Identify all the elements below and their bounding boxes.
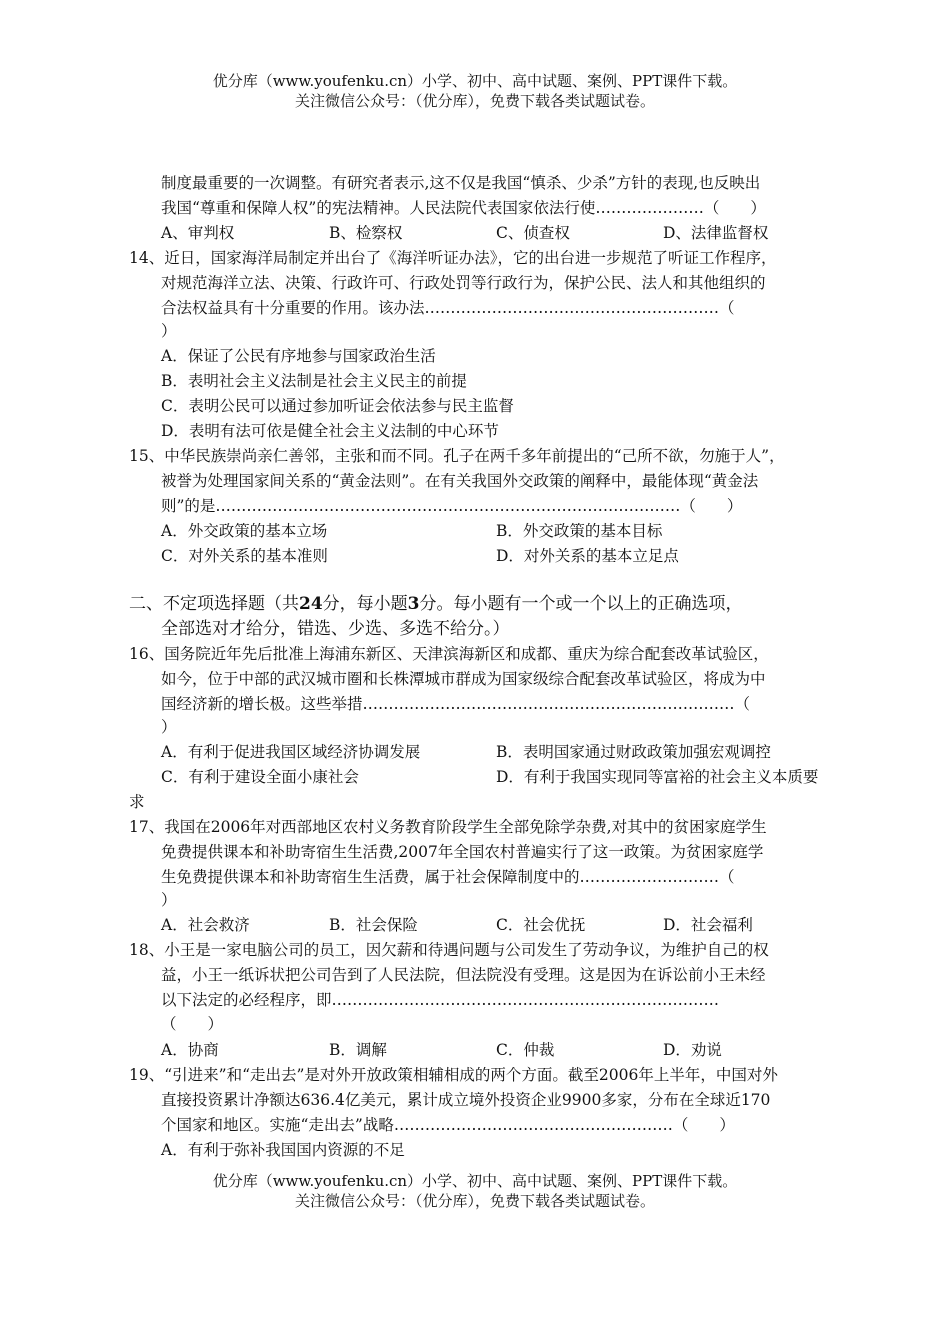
section-2-text-e: 分。每小题有一个或一个以上的正确选项， — [419, 594, 743, 614]
footer-line-1: 优分库（www.youfenku.cn）小学、初中、高中试题、案例、PPT课件下载。 — [212, 1172, 738, 1190]
q14-line-2: 对规范海洋立法、决策、行政许可、行政处罚等行政行为，保护公民、法人和其他组织的 — [161, 274, 766, 292]
q13-line-1: 制度最重要的一次调整。有研究者表示,这不仅是我国“慎杀、少杀”方针的表现,也反映出 — [161, 174, 761, 192]
q15-option-b: B．外交政策的基本目标 — [496, 522, 663, 540]
q18-option-d: D．劝说 — [663, 1041, 722, 1059]
q13-line-2: 我国“尊重和保障人权”的宪法精神。人民法院代表国家依法行使…………………（ ） — [161, 199, 766, 217]
section-2-per-score: 3 — [407, 594, 420, 614]
q13-option-c: C、侦查权 — [496, 224, 570, 242]
q14-option-a: A．保证了公民有序地参与国家政治生活 — [161, 347, 436, 365]
q18-line-2: 益，小王一纸诉状把公司告到了人民法院，但法院没有受理。这是因为在诉讼前小王未经 — [161, 966, 766, 984]
q13-option-b: B、检察权 — [329, 224, 403, 242]
section-2-total-score: 24 — [299, 594, 323, 614]
q18-line-4: （ ） — [161, 1015, 224, 1033]
q17-option-d: D．社会福利 — [663, 916, 753, 934]
q19-line-1: 19、“引进来”和“走出去”是对外开放政策相辅相成的两个方面。截至2006年上半年，中国对外 — [129, 1066, 778, 1084]
q17-option-a: A．社会救济 — [161, 916, 250, 934]
q13-option-a: A、审判权 — [161, 224, 235, 242]
section-2-heading — [129, 592, 743, 616]
q16-line-1: 16、国务院近年先后批准上海浦东新区、天津滨海新区和成都、重庆为综合配套改革试验区， — [129, 645, 769, 663]
q15-line-2: 被誉为处理国家间关系的“黄金法则”。在有关我国外交政策的阐释中，最能体现“黄金法 — [161, 472, 759, 490]
q19-line-3: 个国家和地区。实施“走出去”战略………………………………………………（ ） — [161, 1116, 735, 1134]
section-2-text-a: 二、不定项选择题（共 — [129, 594, 299, 614]
q19-line-2: 直接投资累计净额达636.4亿美元，累计成立境外投资企业9900多家，分布在全球近170 — [161, 1091, 771, 1109]
q16-line-3: 国经济新的增长极。这些举措………………………………………………………………（ — [161, 695, 751, 713]
q16-option-d: D．有利于我国实现同等富裕的社会主义本质要 — [496, 768, 819, 786]
header-line-1: 优分库（www.youfenku.cn）小学、初中、高中试题、案例、PPT课件下载。 — [212, 72, 738, 90]
q15-line-3: 则”的是………………………………………………………………………………（ ） — [161, 497, 743, 515]
q14-line-3: 合法权益具有十分重要的作用。该办法…………………………………………………（ — [161, 299, 735, 317]
q16-option-a: A．有利于促进我国区域经济协调发展 — [161, 743, 421, 761]
q15-option-d: D．对外关系的基本立足点 — [496, 547, 679, 565]
q17-line-1: 17、我国在2006年对西部地区农村义务教育阶段学生全部免除学杂费,对其中的贫困家庭学生 — [129, 818, 767, 836]
q15-line-1: 15、中华民族崇尚亲仁善邻，主张和而不同。孔子在两千多年前提出的“己所不欲，勿施于人”， — [129, 447, 785, 465]
section-2-heading-line-2: 全部选对才给分，错选、少选、多选不给分。） — [161, 619, 510, 639]
section-2-text-c: 分，每小题 — [322, 594, 408, 614]
q18-option-b: B．调解 — [329, 1041, 387, 1059]
q14-option-b: B．表明社会主义法制是社会主义民主的前提 — [161, 372, 467, 390]
page-footer — [0, 1171, 950, 1211]
header-line-2: 关注微信公众号：（优分库），免费下载各类试题试卷。 — [294, 92, 655, 110]
q17-line-4: ） — [161, 891, 177, 909]
q13-option-d: D、法律监督权 — [663, 224, 769, 242]
q14-option-d: D．表明有法可依是健全社会主义法制的中心环节 — [161, 422, 499, 440]
q16-option-c: C．有利于建设全面小康社会 — [161, 768, 359, 786]
q19-option-a: A．有利于弥补我国国内资源的不足 — [161, 1141, 405, 1159]
footer-line-2: 关注微信公众号：（优分库），免费下载各类试题试卷。 — [294, 1192, 655, 1210]
q14-line-1: 14、近日，国家海洋局制定并出台了《海洋听证办法》，它的出台进一步规范了听证工作程序， — [129, 249, 777, 267]
q16-line-2: 如今，位于中部的武汉城市圈和长株潭城市群成为国家级综合配套改革试验区，将成为中 — [161, 670, 766, 688]
q17-line-2: 免费提供课本和补助寄宿生生活费,2007年全国农村普遍实行了这一政策。为贫困家庭学 — [161, 843, 764, 861]
q17-option-b: B．社会保险 — [329, 916, 418, 934]
q18-line-1: 18、小王是一家电脑公司的员工，因欠薪和待遇问题与公司发生了劳动争议，为维护自己的权 — [129, 941, 769, 959]
q15-option-a: A．外交政策的基本立场 — [161, 522, 328, 540]
q14-option-c: C．表明公民可以通过参加听证会依法参与民主监督 — [161, 397, 514, 415]
q16-option-d-continued: 求 — [129, 793, 145, 811]
q16-line-4: ） — [161, 718, 177, 736]
q17-line-3: 生免费提供课本和补助寄宿生生活费，属于社会保障制度中的………………………（ — [161, 868, 735, 886]
q15-option-c: C．对外关系的基本准则 — [161, 547, 328, 565]
q17-option-c: C．社会优抚 — [496, 916, 586, 934]
q16-option-b: B．表明国家通过财政政策加强宏观调控 — [496, 743, 771, 761]
q18-option-c: C．仲裁 — [496, 1041, 555, 1059]
q18-line-3: 以下法定的必经程序，即………………………………………………………………… — [161, 991, 720, 1009]
q14-line-4: ） — [161, 322, 177, 340]
page-header — [0, 71, 950, 111]
q18-option-a: A．协商 — [161, 1041, 219, 1059]
